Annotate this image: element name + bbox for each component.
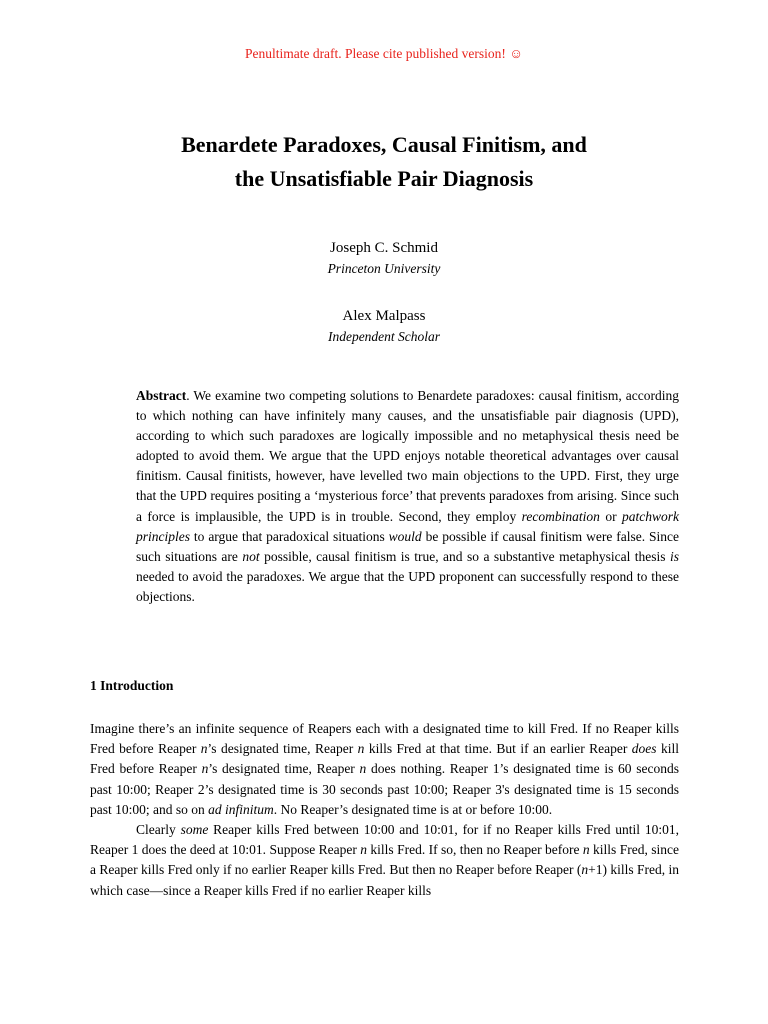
text-run: . No Reaper’s designated time is at or before 10:00. (273, 801, 553, 817)
abstract-emphasis: recombination (521, 508, 600, 524)
text-run: kill Fred before Reaper (90, 741, 679, 777)
text-run: kills Fred, since a Reaper kills Fred only if no earlier Reaper kills Fred. But then no Reaper before Reaper ( (90, 842, 679, 878)
author-name: Alex Malpass (342, 308, 426, 324)
variable: n (357, 741, 365, 757)
abstract-text: . We examine two competing solutions to Benardete paradoxes: causal finitism, according to which nothing can have infinitely many causes, and the unsatisfiable pair diagnosis (UPD), according to which such paradoxes are logically impossible and no metaphysical thesis need be adopted to avoid them. We argue that the UPD enjoys notable theoretical advantages over causal finitism. Causal finitists, however, have levelled two main objections to the UPD. First, they urge that the UPD requires positing a ‘mysterious force’ that prevents paradoxes from arising. Since such a force is implausible, the UPD is in trouble. Second, they employ (136, 388, 679, 524)
abstract-text: possible, causal finitism is true, and so a substantive metaphysical thesis (259, 548, 670, 564)
text-run: Clearly (136, 822, 181, 838)
author-affiliation: Independent Scholar (327, 329, 441, 344)
draft-note: Penultimate draft. Please cite published version! ☺ (244, 46, 524, 61)
variable: n (359, 761, 367, 777)
abstract-emphasis: patchwork principles (136, 508, 680, 544)
text-run: Reaper kills Fred between 10:00 and 10:01, for if no Reaper kills Fred until 10:01, Reaper 1 does the deed at 10:01. Suppose Reaper (90, 822, 679, 858)
abstract-text: be possible if causal finitism were false. Since such situations are (136, 528, 679, 564)
text-run: ’s designated time, Reaper (208, 761, 360, 777)
abstract-emphasis: is (669, 548, 679, 564)
title-line-1: Benardete Paradoxes, Causal Finitism, and (181, 132, 587, 157)
emphasis: ad infinitum (208, 801, 274, 817)
abstract-text: or (599, 508, 623, 524)
text-run: ’s designated time, Reaper (207, 741, 358, 757)
author-1 (0, 238, 768, 280)
abstract-text: to argue that paradoxical situations (190, 528, 389, 544)
variable: n (360, 842, 367, 858)
abstract-label: Abstract (136, 388, 187, 403)
text-run: kills Fred. If so, then no Reaper before (367, 842, 583, 858)
title-line-2: the Unsatisfiable Pair Diagnosis (234, 166, 534, 191)
variable: n (201, 761, 209, 777)
author-name: Joseph C. Schmid (330, 240, 438, 256)
author-2 (0, 306, 768, 348)
text-run: Imagine there’s an infinite sequence of Reapers each with a designated time to kill Fred. If no Reaper kills Fred before Reaper (90, 721, 679, 757)
variable: n (581, 862, 589, 878)
text-run: does nothing. Reaper 1’s designated time is 60 seconds past 10:00; Reaper 2’s designated time is 30 seconds past 10:00; Reaper 3's designated time is 15 seconds past 10:00; and so on (90, 761, 680, 817)
body-text (90, 719, 679, 901)
text-run: +1) kills Fred, in which case—since a Reaper kills Fred if no earlier Reaper kills (90, 862, 679, 898)
emphasis: does (631, 741, 657, 757)
abstract-text: needed to avoid the paradoxes. We argue that the UPD proponent can successfully respond to these objections. (136, 568, 679, 604)
paragraph (90, 820, 679, 901)
abstract (136, 386, 679, 607)
paper-title (0, 128, 768, 196)
emphasis: some (180, 822, 209, 838)
paragraph (90, 719, 679, 820)
variable: n (582, 842, 590, 858)
section-heading: 1 Introduction (90, 678, 174, 693)
author-affiliation: Princeton University (327, 261, 441, 276)
abstract-emphasis: would (388, 528, 422, 544)
abstract-emphasis: not (242, 548, 260, 564)
text-run: kills Fred at that time. But if an earlier Reaper (364, 741, 632, 757)
variable: n (200, 741, 208, 757)
